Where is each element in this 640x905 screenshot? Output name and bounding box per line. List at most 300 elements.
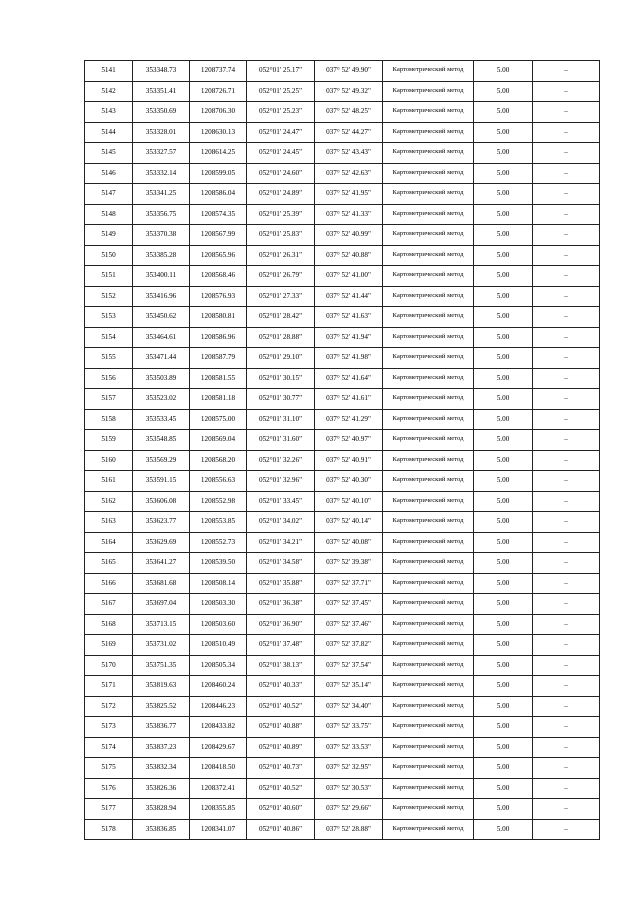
accuracy-cell: 5.00 <box>474 676 533 697</box>
latitude-cell: 052°01' 40.89" <box>247 737 315 758</box>
accuracy-cell: 5.00 <box>474 286 533 307</box>
accuracy-cell: 5.00 <box>474 696 533 717</box>
point-number-cell: 5178 <box>85 819 133 840</box>
longitude-cell: 037° 52' 37.46" <box>315 614 383 635</box>
table-row <box>85 573 600 594</box>
y-coordinate-cell: 1208586.04 <box>190 184 247 205</box>
latitude-cell: 052°01' 28.88" <box>247 327 315 348</box>
accuracy-cell: 5.00 <box>474 430 533 451</box>
latitude-cell: 052°01' 31.10" <box>247 409 315 430</box>
y-coordinate-cell: 1208539.50 <box>190 553 247 574</box>
x-coordinate-cell: 353548.85 <box>133 430 190 451</box>
note-cell: – <box>533 799 600 820</box>
y-coordinate-cell: 1208580.81 <box>190 307 247 328</box>
table-row <box>85 594 600 615</box>
note-cell: – <box>533 61 600 82</box>
point-number-cell: 5170 <box>85 655 133 676</box>
accuracy-cell: 5.00 <box>474 655 533 676</box>
note-cell: – <box>533 307 600 328</box>
note-cell: – <box>533 758 600 779</box>
longitude-cell: 037° 52' 43.43" <box>315 143 383 164</box>
y-coordinate-cell: 1208599.05 <box>190 163 247 184</box>
y-coordinate-cell: 1208460.24 <box>190 676 247 697</box>
x-coordinate-cell: 353836.85 <box>133 819 190 840</box>
method-cell: Картометрический метод <box>383 81 474 102</box>
x-coordinate-cell: 353825.52 <box>133 696 190 717</box>
table-row <box>85 184 600 205</box>
method-cell: Картометрический метод <box>383 655 474 676</box>
method-cell: Картометрический метод <box>383 389 474 410</box>
point-number-cell: 5141 <box>85 61 133 82</box>
coordinates-table <box>84 60 600 840</box>
x-coordinate-cell: 353606.08 <box>133 491 190 512</box>
longitude-cell: 037° 52' 41.64" <box>315 368 383 389</box>
table-row <box>85 225 600 246</box>
method-cell: Картометрический метод <box>383 594 474 615</box>
table-row <box>85 655 600 676</box>
y-coordinate-cell: 1208568.20 <box>190 450 247 471</box>
point-number-cell: 5162 <box>85 491 133 512</box>
note-cell: – <box>533 450 600 471</box>
accuracy-cell: 5.00 <box>474 163 533 184</box>
latitude-cell: 052°01' 26.31" <box>247 245 315 266</box>
method-cell: Картометрический метод <box>383 737 474 758</box>
x-coordinate-cell: 353385.28 <box>133 245 190 266</box>
point-number-cell: 5172 <box>85 696 133 717</box>
point-number-cell: 5169 <box>85 635 133 656</box>
x-coordinate-cell: 353350.69 <box>133 102 190 123</box>
y-coordinate-cell: 1208706.30 <box>190 102 247 123</box>
method-cell: Картометрический метод <box>383 204 474 225</box>
longitude-cell: 037° 52' 41.98" <box>315 348 383 369</box>
accuracy-cell: 5.00 <box>474 266 533 287</box>
table-row <box>85 327 600 348</box>
method-cell: Картометрический метод <box>383 635 474 656</box>
method-cell: Картометрический метод <box>383 778 474 799</box>
note-cell: – <box>533 348 600 369</box>
table-row <box>85 491 600 512</box>
y-coordinate-cell: 1208565.96 <box>190 245 247 266</box>
y-coordinate-cell: 1208510.49 <box>190 635 247 656</box>
table-row <box>85 532 600 553</box>
note-cell: – <box>533 778 600 799</box>
y-coordinate-cell: 1208429.67 <box>190 737 247 758</box>
table-row <box>85 471 600 492</box>
table-row <box>85 143 600 164</box>
longitude-cell: 037° 52' 40.14" <box>315 512 383 533</box>
note-cell: – <box>533 286 600 307</box>
latitude-cell: 052°01' 36.38" <box>247 594 315 615</box>
note-cell: – <box>533 81 600 102</box>
note-cell: – <box>533 512 600 533</box>
accuracy-cell: 5.00 <box>474 143 533 164</box>
longitude-cell: 037° 52' 33.75" <box>315 717 383 738</box>
x-coordinate-cell: 353697.04 <box>133 594 190 615</box>
point-number-cell: 5176 <box>85 778 133 799</box>
y-coordinate-cell: 1208446.23 <box>190 696 247 717</box>
table-row <box>85 245 600 266</box>
method-cell: Картометрический метод <box>383 368 474 389</box>
x-coordinate-cell: 353328.01 <box>133 122 190 143</box>
table-body <box>85 61 600 840</box>
note-cell: – <box>533 225 600 246</box>
x-coordinate-cell: 353623.77 <box>133 512 190 533</box>
latitude-cell: 052°01' 38.13" <box>247 655 315 676</box>
point-number-cell: 5150 <box>85 245 133 266</box>
latitude-cell: 052°01' 26.79" <box>247 266 315 287</box>
note-cell: – <box>533 819 600 840</box>
note-cell: – <box>533 594 600 615</box>
point-number-cell: 5147 <box>85 184 133 205</box>
accuracy-cell: 5.00 <box>474 778 533 799</box>
table-row <box>85 204 600 225</box>
latitude-cell: 052°01' 40.33" <box>247 676 315 697</box>
point-number-cell: 5142 <box>85 81 133 102</box>
latitude-cell: 052°01' 24.45" <box>247 143 315 164</box>
accuracy-cell: 5.00 <box>474 122 533 143</box>
note-cell: – <box>533 143 600 164</box>
table-row <box>85 778 600 799</box>
accuracy-cell: 5.00 <box>474 348 533 369</box>
longitude-cell: 037° 52' 40.08" <box>315 532 383 553</box>
method-cell: Картометрический метод <box>383 676 474 697</box>
method-cell: Картометрический метод <box>383 266 474 287</box>
method-cell: Картометрический метод <box>383 307 474 328</box>
longitude-cell: 037° 52' 41.61" <box>315 389 383 410</box>
latitude-cell: 052°01' 24.60" <box>247 163 315 184</box>
method-cell: Картометрический метод <box>383 614 474 635</box>
longitude-cell: 037° 52' 30.53" <box>315 778 383 799</box>
x-coordinate-cell: 353523.02 <box>133 389 190 410</box>
method-cell: Картометрический метод <box>383 553 474 574</box>
latitude-cell: 052°01' 36.90" <box>247 614 315 635</box>
longitude-cell: 037° 52' 49.90" <box>315 61 383 82</box>
y-coordinate-cell: 1208614.25 <box>190 143 247 164</box>
accuracy-cell: 5.00 <box>474 573 533 594</box>
latitude-cell: 052°01' 32.96" <box>247 471 315 492</box>
longitude-cell: 037° 52' 41.00" <box>315 266 383 287</box>
note-cell: – <box>533 163 600 184</box>
x-coordinate-cell: 353832.34 <box>133 758 190 779</box>
note-cell: – <box>533 389 600 410</box>
accuracy-cell: 5.00 <box>474 635 533 656</box>
method-cell: Картометрический метод <box>383 348 474 369</box>
point-number-cell: 5159 <box>85 430 133 451</box>
x-coordinate-cell: 353503.89 <box>133 368 190 389</box>
latitude-cell: 052°01' 25.83" <box>247 225 315 246</box>
table-row <box>85 450 600 471</box>
y-coordinate-cell: 1208586.96 <box>190 327 247 348</box>
method-cell: Картометрический метод <box>383 696 474 717</box>
latitude-cell: 052°01' 32.26" <box>247 450 315 471</box>
latitude-cell: 052°01' 40.88" <box>247 717 315 738</box>
point-number-cell: 5168 <box>85 614 133 635</box>
note-cell: – <box>533 409 600 430</box>
y-coordinate-cell: 1208508.14 <box>190 573 247 594</box>
accuracy-cell: 5.00 <box>474 717 533 738</box>
latitude-cell: 052°01' 34.21" <box>247 532 315 553</box>
y-coordinate-cell: 1208503.30 <box>190 594 247 615</box>
note-cell: – <box>533 266 600 287</box>
latitude-cell: 052°01' 25.17" <box>247 61 315 82</box>
accuracy-cell: 5.00 <box>474 491 533 512</box>
table-row <box>85 758 600 779</box>
note-cell: – <box>533 635 600 656</box>
point-number-cell: 5143 <box>85 102 133 123</box>
y-coordinate-cell: 1208737.74 <box>190 61 247 82</box>
longitude-cell: 037° 52' 41.94" <box>315 327 383 348</box>
note-cell: – <box>533 676 600 697</box>
point-number-cell: 5152 <box>85 286 133 307</box>
note-cell: – <box>533 655 600 676</box>
method-cell: Картометрический метод <box>383 184 474 205</box>
table-row <box>85 553 600 574</box>
accuracy-cell: 5.00 <box>474 409 533 430</box>
point-number-cell: 5174 <box>85 737 133 758</box>
longitude-cell: 037° 52' 41.44" <box>315 286 383 307</box>
method-cell: Картометрический метод <box>383 122 474 143</box>
latitude-cell: 052°01' 29.10" <box>247 348 315 369</box>
method-cell: Картометрический метод <box>383 409 474 430</box>
accuracy-cell: 5.00 <box>474 799 533 820</box>
point-number-cell: 5153 <box>85 307 133 328</box>
method-cell: Картометрический метод <box>383 717 474 738</box>
point-number-cell: 5161 <box>85 471 133 492</box>
latitude-cell: 052°01' 37.48" <box>247 635 315 656</box>
method-cell: Картометрический метод <box>383 163 474 184</box>
accuracy-cell: 5.00 <box>474 737 533 758</box>
longitude-cell: 037° 52' 40.30" <box>315 471 383 492</box>
longitude-cell: 037° 52' 37.71" <box>315 573 383 594</box>
point-number-cell: 5173 <box>85 717 133 738</box>
method-cell: Картометрический метод <box>383 450 474 471</box>
x-coordinate-cell: 353591.15 <box>133 471 190 492</box>
longitude-cell: 037° 52' 37.82" <box>315 635 383 656</box>
longitude-cell: 037° 52' 41.95" <box>315 184 383 205</box>
table-row <box>85 696 600 717</box>
point-number-cell: 5163 <box>85 512 133 533</box>
x-coordinate-cell: 353471.44 <box>133 348 190 369</box>
table-row <box>85 819 600 840</box>
longitude-cell: 037° 52' 33.53" <box>315 737 383 758</box>
method-cell: Картометрический метод <box>383 225 474 246</box>
table-row <box>85 81 600 102</box>
x-coordinate-cell: 353400.11 <box>133 266 190 287</box>
method-cell: Картометрический метод <box>383 573 474 594</box>
latitude-cell: 052°01' 28.42" <box>247 307 315 328</box>
table-row <box>85 307 600 328</box>
latitude-cell: 052°01' 40.52" <box>247 778 315 799</box>
table-row <box>85 368 600 389</box>
table-row <box>85 409 600 430</box>
latitude-cell: 052°01' 24.47" <box>247 122 315 143</box>
method-cell: Картометрический метод <box>383 471 474 492</box>
table-row <box>85 512 600 533</box>
point-number-cell: 5144 <box>85 122 133 143</box>
x-coordinate-cell: 353348.73 <box>133 61 190 82</box>
table-row <box>85 614 600 635</box>
note-cell: – <box>533 184 600 205</box>
method-cell: Картометрический метод <box>383 430 474 451</box>
method-cell: Картометрический метод <box>383 61 474 82</box>
accuracy-cell: 5.00 <box>474 327 533 348</box>
longitude-cell: 037° 52' 40.88" <box>315 245 383 266</box>
x-coordinate-cell: 353450.62 <box>133 307 190 328</box>
y-coordinate-cell: 1208576.93 <box>190 286 247 307</box>
accuracy-cell: 5.00 <box>474 225 533 246</box>
note-cell: – <box>533 737 600 758</box>
table-row <box>85 717 600 738</box>
point-number-cell: 5145 <box>85 143 133 164</box>
latitude-cell: 052°01' 40.86" <box>247 819 315 840</box>
latitude-cell: 052°01' 33.45" <box>247 491 315 512</box>
accuracy-cell: 5.00 <box>474 758 533 779</box>
note-cell: – <box>533 102 600 123</box>
point-number-cell: 5155 <box>85 348 133 369</box>
accuracy-cell: 5.00 <box>474 204 533 225</box>
note-cell: – <box>533 368 600 389</box>
method-cell: Картометрический метод <box>383 327 474 348</box>
longitude-cell: 037° 52' 37.45" <box>315 594 383 615</box>
table-row <box>85 266 600 287</box>
y-coordinate-cell: 1208587.79 <box>190 348 247 369</box>
accuracy-cell: 5.00 <box>474 307 533 328</box>
method-cell: Картометрический метод <box>383 102 474 123</box>
latitude-cell: 052°01' 25.39" <box>247 204 315 225</box>
method-cell: Картометрический метод <box>383 819 474 840</box>
x-coordinate-cell: 353464.61 <box>133 327 190 348</box>
y-coordinate-cell: 1208433.82 <box>190 717 247 738</box>
note-cell: – <box>533 532 600 553</box>
method-cell: Картометрический метод <box>383 532 474 553</box>
y-coordinate-cell: 1208568.46 <box>190 266 247 287</box>
note-cell: – <box>533 430 600 451</box>
y-coordinate-cell: 1208630.13 <box>190 122 247 143</box>
latitude-cell: 052°01' 24.89" <box>247 184 315 205</box>
accuracy-cell: 5.00 <box>474 61 533 82</box>
longitude-cell: 037° 52' 44.27" <box>315 122 383 143</box>
method-cell: Картометрический метод <box>383 491 474 512</box>
x-coordinate-cell: 353731.02 <box>133 635 190 656</box>
y-coordinate-cell: 1208581.55 <box>190 368 247 389</box>
y-coordinate-cell: 1208372.41 <box>190 778 247 799</box>
y-coordinate-cell: 1208556.63 <box>190 471 247 492</box>
point-number-cell: 5146 <box>85 163 133 184</box>
table-row <box>85 389 600 410</box>
method-cell: Картометрический метод <box>383 799 474 820</box>
x-coordinate-cell: 353837.23 <box>133 737 190 758</box>
note-cell: – <box>533 491 600 512</box>
method-cell: Картометрический метод <box>383 245 474 266</box>
table-row <box>85 163 600 184</box>
latitude-cell: 052°01' 31.60" <box>247 430 315 451</box>
x-coordinate-cell: 353341.25 <box>133 184 190 205</box>
x-coordinate-cell: 353641.27 <box>133 553 190 574</box>
accuracy-cell: 5.00 <box>474 532 533 553</box>
point-number-cell: 5171 <box>85 676 133 697</box>
table-row <box>85 430 600 451</box>
x-coordinate-cell: 353828.94 <box>133 799 190 820</box>
table-row <box>85 61 600 82</box>
table-row <box>85 799 600 820</box>
method-cell: Картометрический метод <box>383 758 474 779</box>
longitude-cell: 037° 52' 32.95" <box>315 758 383 779</box>
point-number-cell: 5166 <box>85 573 133 594</box>
accuracy-cell: 5.00 <box>474 450 533 471</box>
method-cell: Картометрический метод <box>383 512 474 533</box>
x-coordinate-cell: 353826.36 <box>133 778 190 799</box>
longitude-cell: 037° 52' 29.66" <box>315 799 383 820</box>
latitude-cell: 052°01' 30.15" <box>247 368 315 389</box>
table-row <box>85 286 600 307</box>
y-coordinate-cell: 1208505.34 <box>190 655 247 676</box>
latitude-cell: 052°01' 27.33" <box>247 286 315 307</box>
longitude-cell: 037° 52' 40.99" <box>315 225 383 246</box>
y-coordinate-cell: 1208552.98 <box>190 491 247 512</box>
point-number-cell: 5157 <box>85 389 133 410</box>
x-coordinate-cell: 353332.14 <box>133 163 190 184</box>
table-row <box>85 102 600 123</box>
y-coordinate-cell: 1208553.85 <box>190 512 247 533</box>
method-cell: Картометрический метод <box>383 286 474 307</box>
longitude-cell: 037° 52' 28.88" <box>315 819 383 840</box>
latitude-cell: 052°01' 30.77" <box>247 389 315 410</box>
latitude-cell: 052°01' 34.58" <box>247 553 315 574</box>
longitude-cell: 037° 52' 39.38" <box>315 553 383 574</box>
latitude-cell: 052°01' 34.02" <box>247 512 315 533</box>
y-coordinate-cell: 1208581.18 <box>190 389 247 410</box>
x-coordinate-cell: 353819.63 <box>133 676 190 697</box>
latitude-cell: 052°01' 40.52" <box>247 696 315 717</box>
point-number-cell: 5175 <box>85 758 133 779</box>
latitude-cell: 052°01' 25.23" <box>247 102 315 123</box>
note-cell: – <box>533 245 600 266</box>
longitude-cell: 037° 52' 49.32" <box>315 81 383 102</box>
point-number-cell: 5151 <box>85 266 133 287</box>
note-cell: – <box>533 553 600 574</box>
y-coordinate-cell: 1208418.50 <box>190 758 247 779</box>
note-cell: – <box>533 122 600 143</box>
longitude-cell: 037° 52' 41.33" <box>315 204 383 225</box>
note-cell: – <box>533 327 600 348</box>
y-coordinate-cell: 1208574.35 <box>190 204 247 225</box>
accuracy-cell: 5.00 <box>474 819 533 840</box>
x-coordinate-cell: 353416.96 <box>133 286 190 307</box>
table-row <box>85 348 600 369</box>
point-number-cell: 5160 <box>85 450 133 471</box>
point-number-cell: 5149 <box>85 225 133 246</box>
accuracy-cell: 5.00 <box>474 368 533 389</box>
note-cell: – <box>533 614 600 635</box>
y-coordinate-cell: 1208575.00 <box>190 409 247 430</box>
table-row <box>85 122 600 143</box>
table-row <box>85 635 600 656</box>
note-cell: – <box>533 696 600 717</box>
point-number-cell: 5164 <box>85 532 133 553</box>
note-cell: – <box>533 204 600 225</box>
note-cell: – <box>533 573 600 594</box>
x-coordinate-cell: 353713.15 <box>133 614 190 635</box>
longitude-cell: 037° 52' 37.54" <box>315 655 383 676</box>
accuracy-cell: 5.00 <box>474 245 533 266</box>
latitude-cell: 052°01' 35.88" <box>247 573 315 594</box>
x-coordinate-cell: 353569.29 <box>133 450 190 471</box>
longitude-cell: 037° 52' 40.10" <box>315 491 383 512</box>
point-number-cell: 5167 <box>85 594 133 615</box>
longitude-cell: 037° 52' 34.40" <box>315 696 383 717</box>
table-row <box>85 737 600 758</box>
accuracy-cell: 5.00 <box>474 471 533 492</box>
